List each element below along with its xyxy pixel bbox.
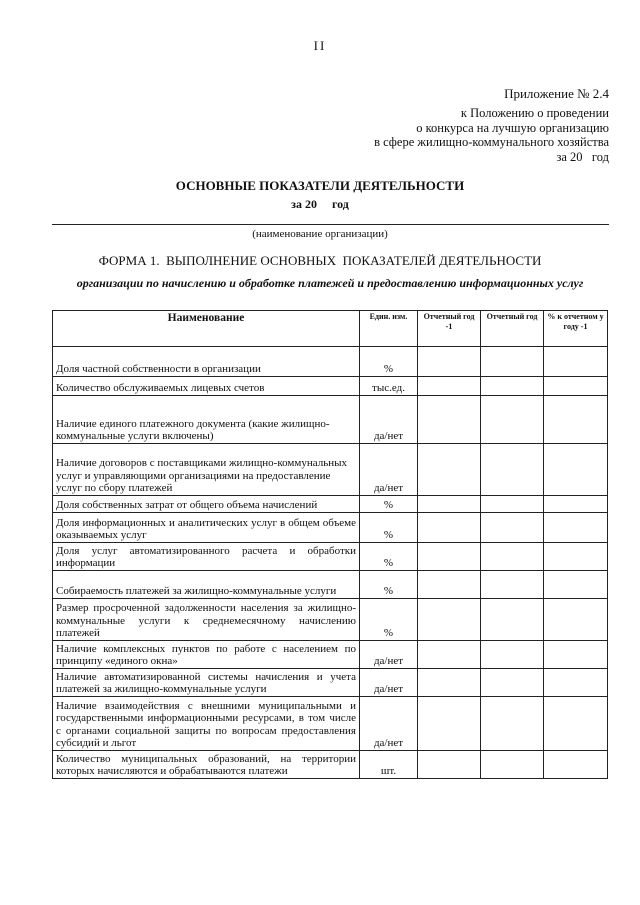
cell-percent[interactable]	[544, 751, 608, 779]
cell-current-year[interactable]	[481, 444, 544, 496]
cell-prev-year[interactable]	[418, 543, 481, 571]
header-unit: Един. изм.	[360, 311, 418, 347]
cell-percent[interactable]	[544, 571, 608, 599]
cell-percent[interactable]	[544, 513, 608, 543]
cell-current-year[interactable]	[481, 697, 544, 751]
cell-current-year[interactable]	[481, 496, 544, 513]
document-title: ОСНОВНЫЕ ПОКАЗАТЕЛИ ДЕЯТЕЛЬНОСТИ	[175, 178, 465, 193]
row-name: Количество обслуживаемых лицевых счетов	[53, 377, 360, 396]
cell-prev-year[interactable]	[418, 496, 481, 513]
annex-line: за 20 год	[556, 149, 609, 164]
cell-prev-year[interactable]	[418, 513, 481, 543]
cell-prev-year[interactable]	[418, 641, 481, 669]
cell-current-year[interactable]	[481, 599, 544, 641]
cell-prev-year[interactable]	[418, 697, 481, 751]
row-name: Наличие комплексных пунктов по работе с населением по принципу «единого окна»	[53, 641, 360, 669]
table-row	[53, 571, 608, 599]
cell-current-year[interactable]	[481, 513, 544, 543]
cell-current-year[interactable]	[481, 751, 544, 779]
row-unit: %	[360, 543, 418, 571]
annex-line: в сфере жилищно-коммунального хозяйства	[374, 135, 609, 149]
cell-percent[interactable]	[544, 377, 608, 396]
cell-prev-year[interactable]	[418, 751, 481, 779]
row-name: Доля частной собственности в организации	[53, 347, 360, 377]
annex-reference	[374, 106, 609, 164]
cell-percent[interactable]	[544, 444, 608, 496]
row-unit: %	[360, 496, 418, 513]
form-subtitle: организации по начислению и обработке платежей и предоставлению информационных услуг	[76, 276, 584, 290]
table-row	[53, 599, 608, 641]
organization-name-line	[52, 224, 609, 225]
organization-caption: (наименование организации)	[252, 228, 388, 240]
indicators-table	[52, 310, 608, 779]
row-unit: да/нет	[360, 697, 418, 751]
table-row	[53, 396, 608, 444]
cell-percent[interactable]	[544, 543, 608, 571]
row-unit: %	[360, 571, 418, 599]
annex-label: Приложение № 2.4	[504, 86, 609, 101]
document-year: за 20 год	[291, 197, 349, 211]
row-name: Собираемость платежей за жилищно-коммунальные услуги	[53, 571, 360, 599]
header-current-year: Отчетный год	[481, 311, 544, 347]
row-name: Доля информационных и аналитических услуг в общем объеме оказываемых услуг	[53, 513, 360, 543]
cell-current-year[interactable]	[481, 669, 544, 697]
row-name: Количество муниципальных образований, на территории которых начисляются и обрабатываются платежи	[53, 751, 360, 779]
row-name: Наличие взаимодействия с внешними муниципальными и государственными информационными ресурсами, в том числе с органами социальной защиты по вопросам предоставления субсидий и льгот	[53, 697, 360, 751]
table-row	[53, 513, 608, 543]
row-name: Доля собственных затрат от общего объема начислений	[53, 496, 360, 513]
cell-current-year[interactable]	[481, 543, 544, 571]
annex-line: о конкурса на лучшую организацию	[416, 120, 609, 135]
cell-prev-year[interactable]	[418, 377, 481, 396]
row-name: Наличие автоматизированной системы начисления и учета платежей за жилищно-коммунальные услуги	[53, 669, 360, 697]
cell-percent[interactable]	[544, 599, 608, 641]
cell-current-year[interactable]	[481, 641, 544, 669]
cell-percent[interactable]	[544, 641, 608, 669]
table-header-row	[53, 311, 608, 347]
header-prev-year: Отчетный год -1	[418, 311, 481, 347]
cell-prev-year[interactable]	[418, 444, 481, 496]
header-name: Наименование	[53, 311, 360, 347]
cell-percent[interactable]	[544, 496, 608, 513]
table-row	[53, 751, 608, 779]
row-unit: да/нет	[360, 444, 418, 496]
cell-prev-year[interactable]	[418, 571, 481, 599]
table-row	[53, 543, 608, 571]
row-unit: %	[360, 347, 418, 377]
cell-percent[interactable]	[544, 669, 608, 697]
header-percent: % к отчетном у году -1	[544, 311, 608, 347]
table-row	[53, 347, 608, 377]
row-name: Наличие единого платежного документа (какие жилищно-коммунальные услуги включены)	[53, 396, 360, 444]
table-row	[53, 697, 608, 751]
cell-percent[interactable]	[544, 697, 608, 751]
row-unit: да/нет	[360, 641, 418, 669]
cell-current-year[interactable]	[481, 347, 544, 377]
row-unit: тыс.ед.	[360, 377, 418, 396]
row-name: Наличие договоров с поставщиками жилищно-коммунальных услуг и управляющими организациями на предоставление услуг по сбору платежей	[53, 444, 360, 496]
row-name: Размер просроченной задолженности населения за жилищно-коммунальные услуги к среднемесячному начислению платежей	[53, 599, 360, 641]
cell-prev-year[interactable]	[418, 669, 481, 697]
row-unit: %	[360, 513, 418, 543]
table-row	[53, 669, 608, 697]
table-row	[53, 496, 608, 513]
table-row	[53, 377, 608, 396]
cell-current-year[interactable]	[481, 377, 544, 396]
cell-percent[interactable]	[544, 347, 608, 377]
cell-current-year[interactable]	[481, 396, 544, 444]
annex-line: к Положению о проведении	[460, 106, 609, 120]
row-name: Доля услуг автоматизированного расчета и обработки информации	[53, 543, 360, 571]
row-unit: да/нет	[360, 396, 418, 444]
row-unit: да/нет	[360, 669, 418, 697]
row-unit: шт.	[360, 751, 418, 779]
cell-prev-year[interactable]	[418, 599, 481, 641]
cell-prev-year[interactable]	[418, 396, 481, 444]
cell-current-year[interactable]	[481, 571, 544, 599]
table-row	[53, 641, 608, 669]
row-unit: %	[360, 599, 418, 641]
cell-prev-year[interactable]	[418, 347, 481, 377]
page-number: II	[313, 38, 327, 53]
form-title: ФОРМА 1. ВЫПОЛНЕНИЕ ОСНОВНЫХ ПОКАЗАТЕЛЕЙ ДЕЯТЕЛЬНОСТИ	[98, 253, 542, 268]
table-row	[53, 444, 608, 496]
cell-percent[interactable]	[544, 396, 608, 444]
